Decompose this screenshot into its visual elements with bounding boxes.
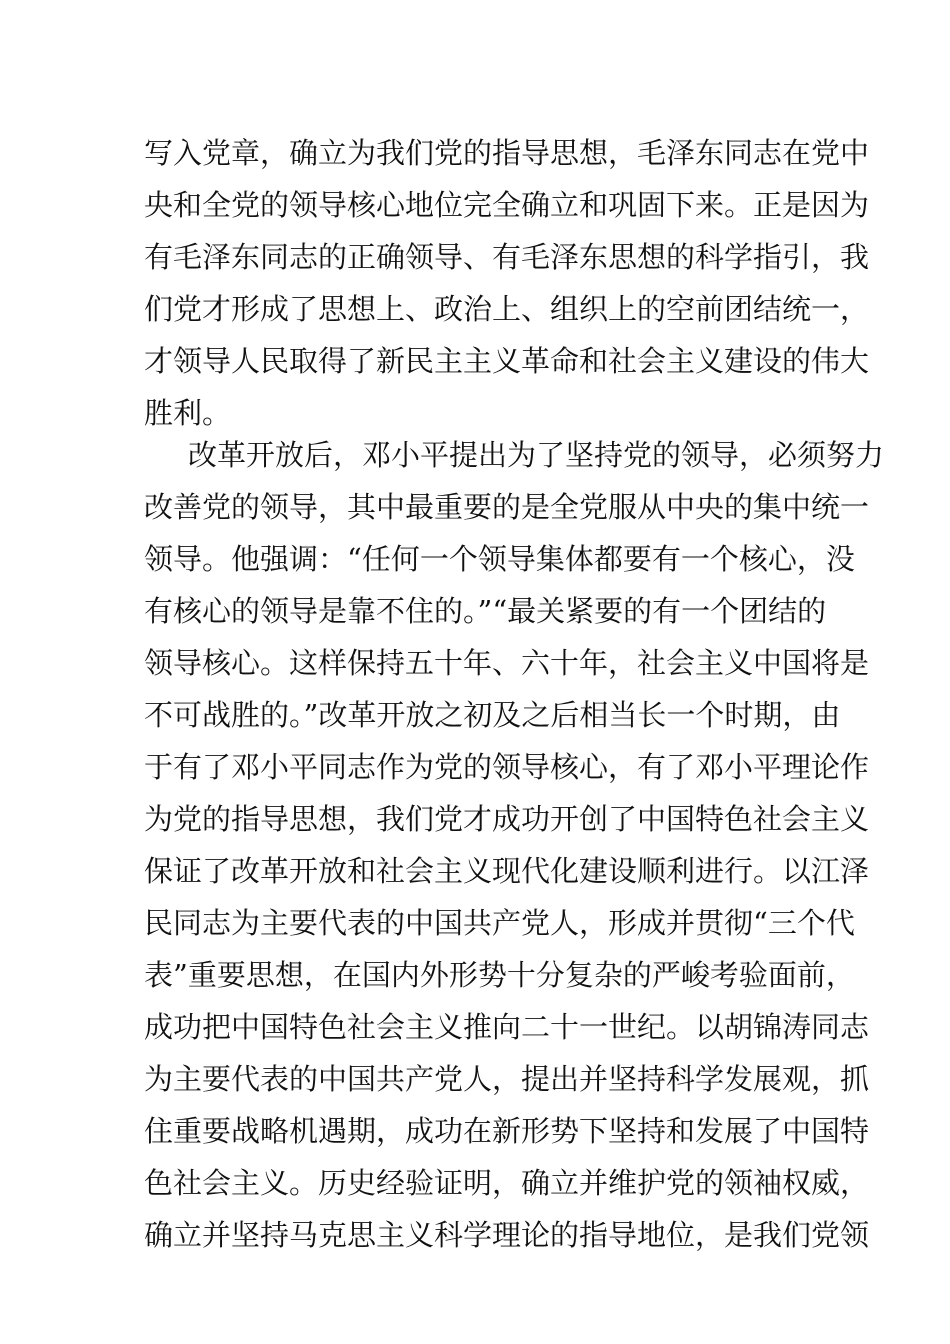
text-line: 领导。他强调：“任何一个领导集体都要有一个核心，没 xyxy=(144,542,855,576)
paragraph-2 xyxy=(144,429,885,1261)
text-line: 住重要战略机遇期，成功在新形势下坚持和发展了中国特 xyxy=(144,1114,870,1148)
paragraph-1 xyxy=(144,127,870,439)
text-line: 保证了改革开放和社会主义现代化建设顺利进行。以江泽 xyxy=(144,854,870,888)
text-line: 们党才形成了思想上、政治上、组织上的空前团结统一， xyxy=(144,292,870,326)
text-line: 色社会主义。历史经验证明，确立并维护党的领袖权威， xyxy=(144,1166,870,1200)
text-line: 有毛泽东同志的正确领导、有毛泽东思想的科学指引，我 xyxy=(144,240,870,274)
text-line: 央和全党的领导核心地位完全确立和巩固下来。正是因为 xyxy=(144,188,870,222)
text-line: 有核心的领导是靠不住的。”“最关紧要的有一个团结的 xyxy=(144,594,827,628)
text-line: 写入党章，确立为我们党的指导思想，毛泽东同志在党中 xyxy=(144,136,870,170)
text-line: 领导核心。这样保持五十年、六十年，社会主义中国将是 xyxy=(144,646,870,680)
text-line: 为主要代表的中国共产党人，提出并坚持科学发展观，抓 xyxy=(144,1062,870,1096)
text-line: 改革开放后，邓小平提出为了坚持党的领导，必须努力 xyxy=(188,438,885,472)
text-line: 才领导人民取得了新民主主义革命和社会主义建设的伟大 xyxy=(144,344,870,378)
text-line: 胜利。 xyxy=(144,396,232,430)
text-line: 表”重要思想，在国内外形势十分复杂的严峻考验面前， xyxy=(144,958,855,992)
text-line: 改善党的领导，其中最重要的是全党服从中央的集中统一 xyxy=(144,490,870,524)
text-line: 于有了邓小平同志作为党的领导核心，有了邓小平理论作 xyxy=(144,750,870,784)
text-line: 为党的指导思想，我们党才成功开创了中国特色社会主义 xyxy=(144,802,870,836)
text-line: 确立并坚持马克思主义科学理论的指导地位，是我们党领 xyxy=(144,1218,870,1252)
text-line: 民同志为主要代表的中国共产党人，形成并贯彻“三个代 xyxy=(144,906,855,940)
text-line: 成功把中国特色社会主义推向二十一世纪。以胡锦涛同志 xyxy=(144,1010,870,1044)
text-line: 不可战胜的。”改革开放之初及之后相当长一个时期，由 xyxy=(144,698,841,732)
